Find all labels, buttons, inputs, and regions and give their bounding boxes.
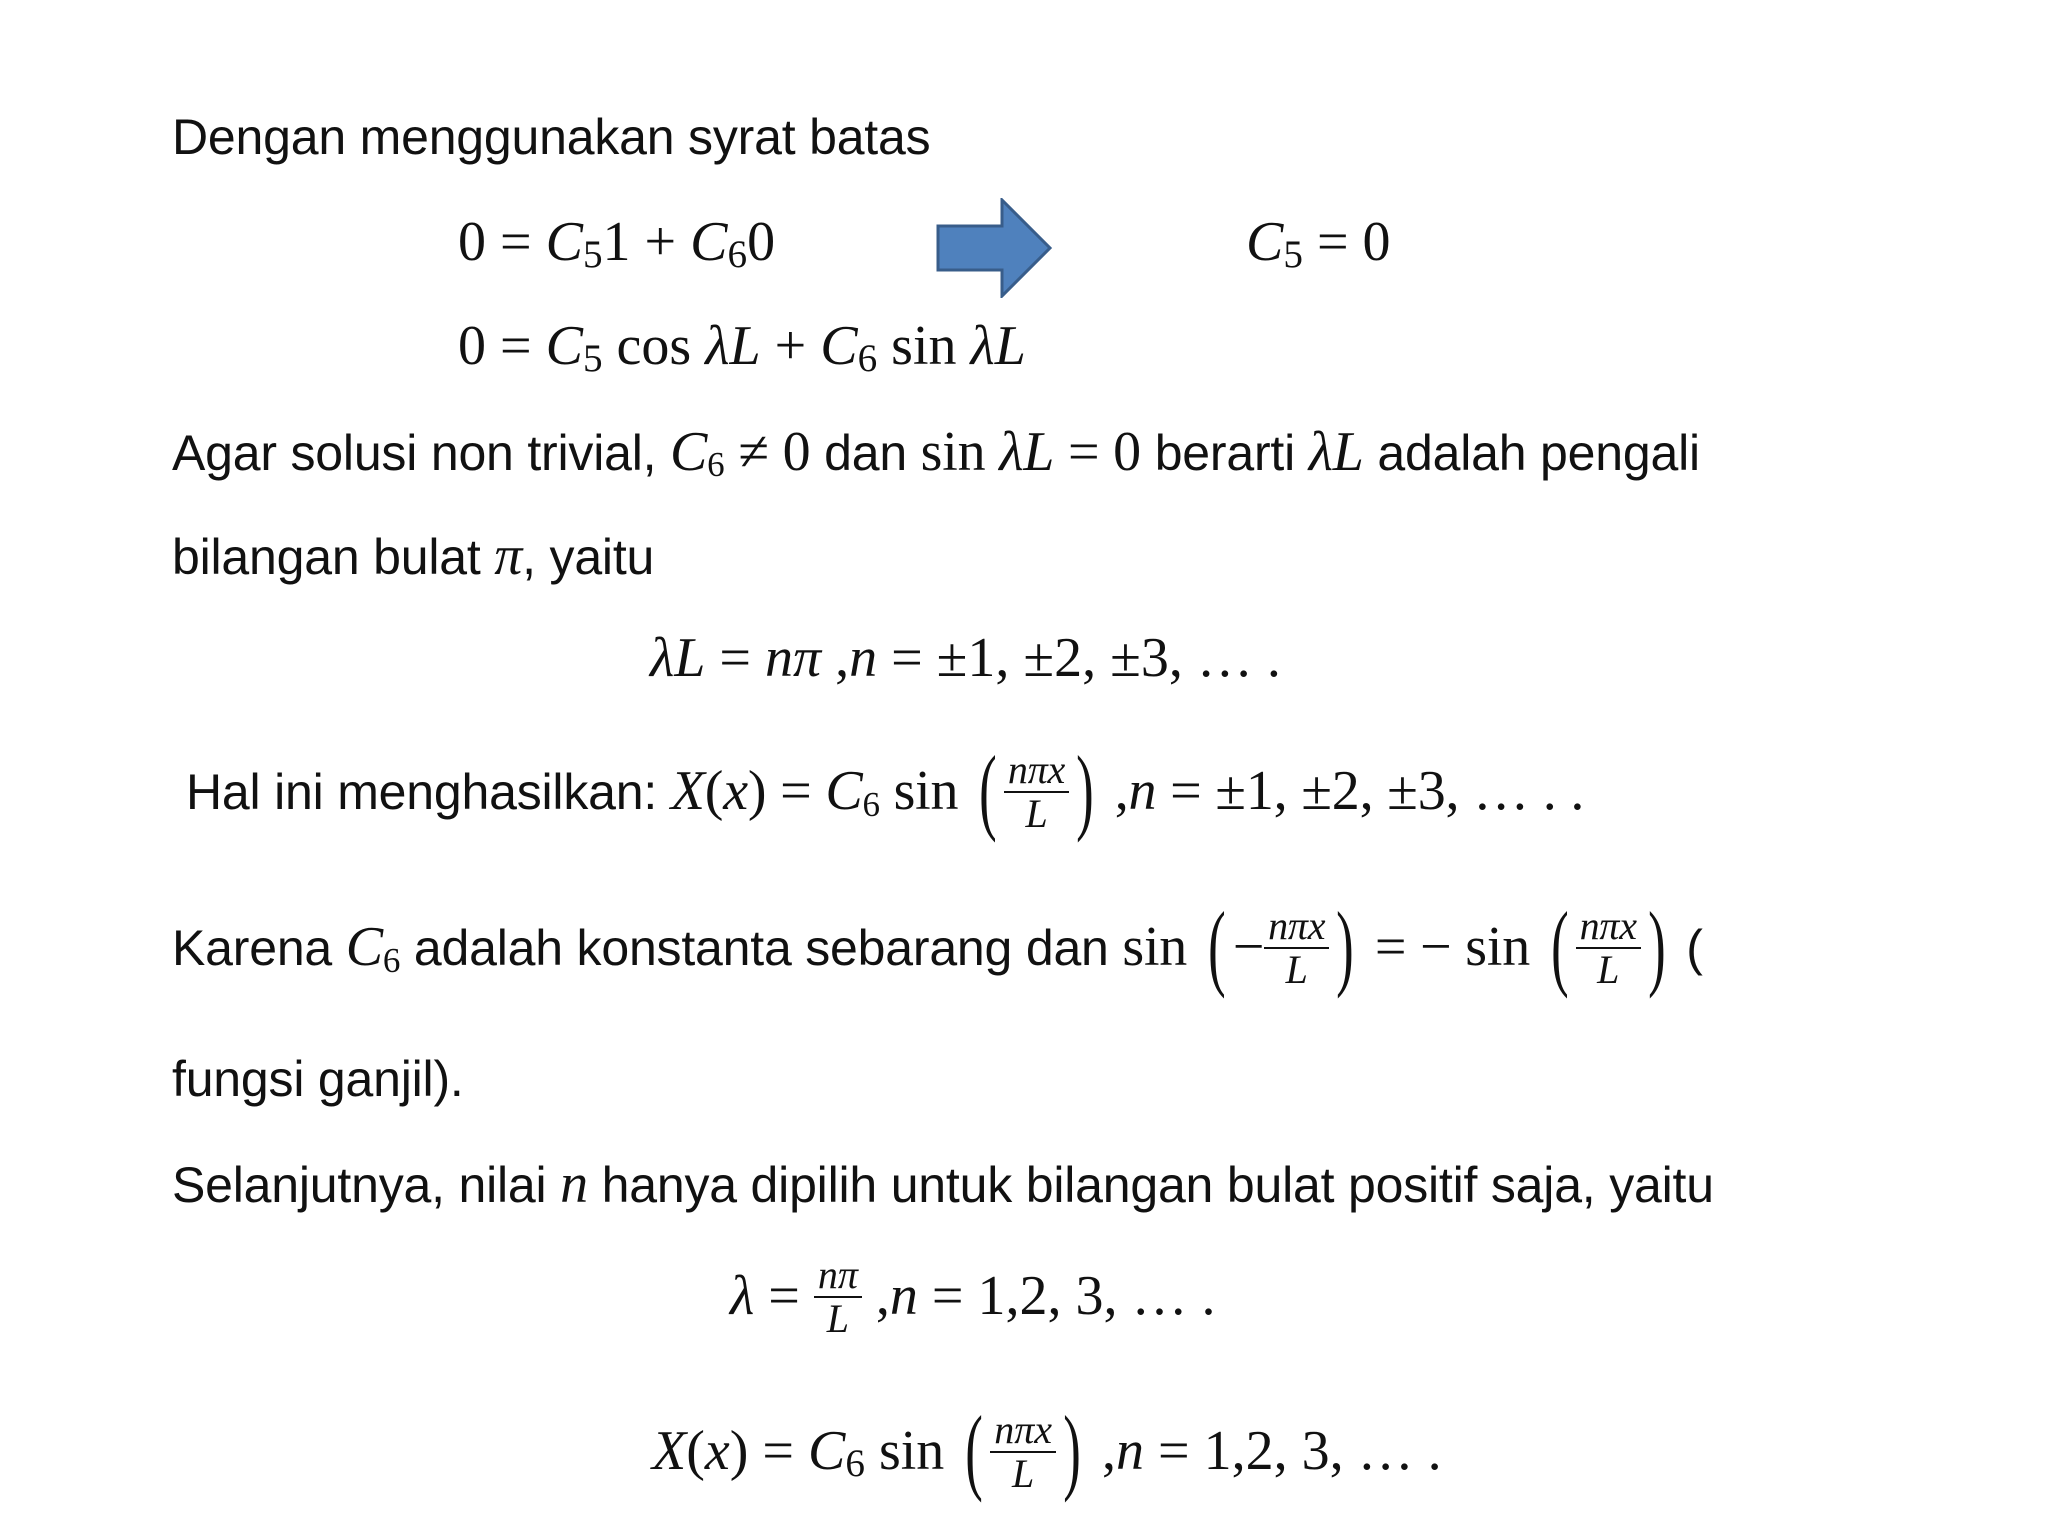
eq2-c5: C <box>545 315 583 377</box>
para2-c6-sub: 6 <box>862 784 880 824</box>
para3-text-1: Karena <box>172 920 346 977</box>
eq5-fraction <box>990 1406 1056 1496</box>
para1-text-2: dan <box>810 425 921 481</box>
para4-text-1: Selanjutnya, nilai <box>172 1157 561 1213</box>
eq2-c6: C <box>820 315 858 377</box>
para3-eq: = − sin <box>1361 916 1544 979</box>
intro-text: Dengan menggunakan syrat batas <box>172 109 931 165</box>
para2-eq: = <box>766 760 826 823</box>
eq1-part1: 1 + <box>602 211 691 273</box>
equation-lambda-npi <box>650 626 1281 690</box>
equation-boundary-2 <box>458 314 1026 381</box>
para1-eq0: = 0 <box>1054 421 1141 483</box>
eq2-lambda-l: λL <box>705 315 761 377</box>
paragraph-bilangan <box>172 524 654 588</box>
eq3-npi: nπ <box>765 627 822 689</box>
eq5-x: x <box>704 1419 730 1482</box>
eq4-eq: = <box>754 1264 814 1327</box>
eq2-plus: + <box>760 315 821 377</box>
para3-fraction-1 <box>1264 905 1329 991</box>
eq4-den: L <box>814 1296 862 1340</box>
para1-neq: ≠ 0 <box>724 421 811 483</box>
paragraph-selanjutnya <box>172 1152 1714 1216</box>
paragraph-fungsi-ganjil: fungsi ganjil). <box>172 1051 464 1107</box>
equation-result-c5 <box>1246 210 1391 277</box>
para1-text-4: adalah pengali <box>1363 425 1700 481</box>
eq4-sep: , <box>861 1264 890 1327</box>
eq1-c5-sub: 5 <box>582 233 603 277</box>
eq2-lhs: 0 = <box>458 315 546 377</box>
eq3-sep: , <box>821 627 850 689</box>
para2-x: x <box>723 760 748 823</box>
para2-den: L <box>1004 791 1069 835</box>
eq3-eq: = <box>705 627 765 689</box>
eq2-cos: cos <box>602 315 706 377</box>
para2-sin: sin <box>879 760 973 823</box>
equation-lambda <box>730 1251 1216 1344</box>
para2-num: nπx <box>1007 747 1066 792</box>
eq5-eq: = <box>748 1419 808 1482</box>
eq4-rest: = 1,2, 3, … . <box>917 1264 1216 1327</box>
result-rest: = 0 <box>1302 211 1391 273</box>
eq4-n: n <box>889 1264 918 1327</box>
equation-boundary-1 <box>458 210 776 277</box>
eq4-lambda: λ <box>730 1264 755 1327</box>
para1-c6: C <box>670 421 708 483</box>
equation-solution: $X(x) = C_6$ sin ( $\frac{\text{nπx}}{L}$ ) ,n = 1,2, 3, … . <box>652 1396 1442 1504</box>
eq2-lambda-l-2: λL <box>970 315 1026 377</box>
para3-den-1: L <box>1264 947 1329 991</box>
eq3-rest: = ±1, ±2, ±3, … . <box>877 627 1281 689</box>
para2-sep: , <box>1100 760 1129 823</box>
eq1-lhs: 0 = <box>458 211 546 273</box>
para3-num-1: nπx <box>1268 903 1326 948</box>
para3-fraction-2 <box>1576 905 1641 991</box>
para2-rest: = ±1, ±2, ±3, … . . <box>1156 760 1585 823</box>
para1-text-3: berarti <box>1141 425 1309 481</box>
para2-c6: C <box>825 760 863 823</box>
eq1-part2: 0 <box>747 211 776 273</box>
eq3-lambda-l: λL <box>650 627 706 689</box>
para3-minus: − <box>1232 916 1265 979</box>
para3-c6: C <box>345 916 383 979</box>
paragraph-nontrivial <box>172 420 1700 484</box>
para2-n: n <box>1128 760 1157 823</box>
eq2-c6-sub: 6 <box>857 337 878 381</box>
para2-fraction <box>1004 749 1069 835</box>
eq5-sin: sin <box>864 1419 959 1482</box>
para1-text-1: Agar solusi non trivial, <box>172 425 671 481</box>
para3-den-2: L <box>1576 947 1641 991</box>
paragraph-karena: Karena $C_6$ adalah konstanta sebarang dan sin ( − $\frac{\text{nπx}}{L}$ ) = − sin ( $\frac{\text{nπx}}{L}$ ) ( <box>172 892 1703 1000</box>
para2-X: X <box>670 760 705 823</box>
eq5-n: n <box>1116 1419 1145 1482</box>
para1-lambda-l-2: λL <box>1308 421 1364 483</box>
para3-num-2: nπx <box>1579 903 1637 948</box>
eq4-num: nπ <box>817 1251 858 1297</box>
eq5-c6-sub: 6 <box>845 1441 865 1485</box>
eq3-n: n <box>849 627 878 689</box>
para4-n: n <box>560 1153 588 1215</box>
para1-sin: sin <box>920 421 1000 483</box>
eq5-X: X <box>652 1419 687 1482</box>
para1-lambda-l: λL <box>999 421 1055 483</box>
eq1-c6-sub: 6 <box>727 233 748 277</box>
result-c: C <box>1246 211 1284 273</box>
eq2-sin: sin <box>877 315 971 377</box>
eq1-c5: C <box>545 211 583 273</box>
para4-text-2: hanya dipilih untuk bilangan bulat positif saja, yaitu <box>587 1157 1714 1213</box>
eq4-fraction <box>814 1251 862 1341</box>
para1b-text-2: , yaitu <box>522 529 655 585</box>
para3-c6-sub: 6 <box>382 940 401 980</box>
para3-text-3: ( <box>1672 920 1703 977</box>
eq5-sep: , <box>1088 1419 1117 1482</box>
eq5-num: nπx <box>994 1406 1053 1452</box>
para1-c6-sub: 6 <box>707 445 725 485</box>
para1b-pi: π <box>494 525 523 587</box>
eq5-rest: = 1,2, 3, … . <box>1144 1419 1442 1482</box>
para3-text-2: adalah konstanta sebarang dan <box>400 920 1123 977</box>
result-c-sub: 5 <box>1283 233 1303 277</box>
eq1-c6: C <box>690 211 728 273</box>
para3-sin-1: sin <box>1122 916 1201 979</box>
right-arrow-icon <box>936 198 1056 298</box>
eq5-den: L <box>990 1451 1056 1495</box>
eq5-c6: C <box>807 1419 846 1482</box>
paragraph-result: Hal ini menghasilkan: $X(x) = C_6$ sin ( $\frac{\text{nπx}}{L}$ ) ,n = ±1, ±2, ±3, … . . <box>186 736 1585 844</box>
arrow-shape <box>938 200 1050 296</box>
para2-label: Hal ini menghasilkan: <box>186 764 671 821</box>
para1b-text-1: bilangan bulat <box>172 529 495 585</box>
eq2-c5-sub: 5 <box>582 337 603 381</box>
